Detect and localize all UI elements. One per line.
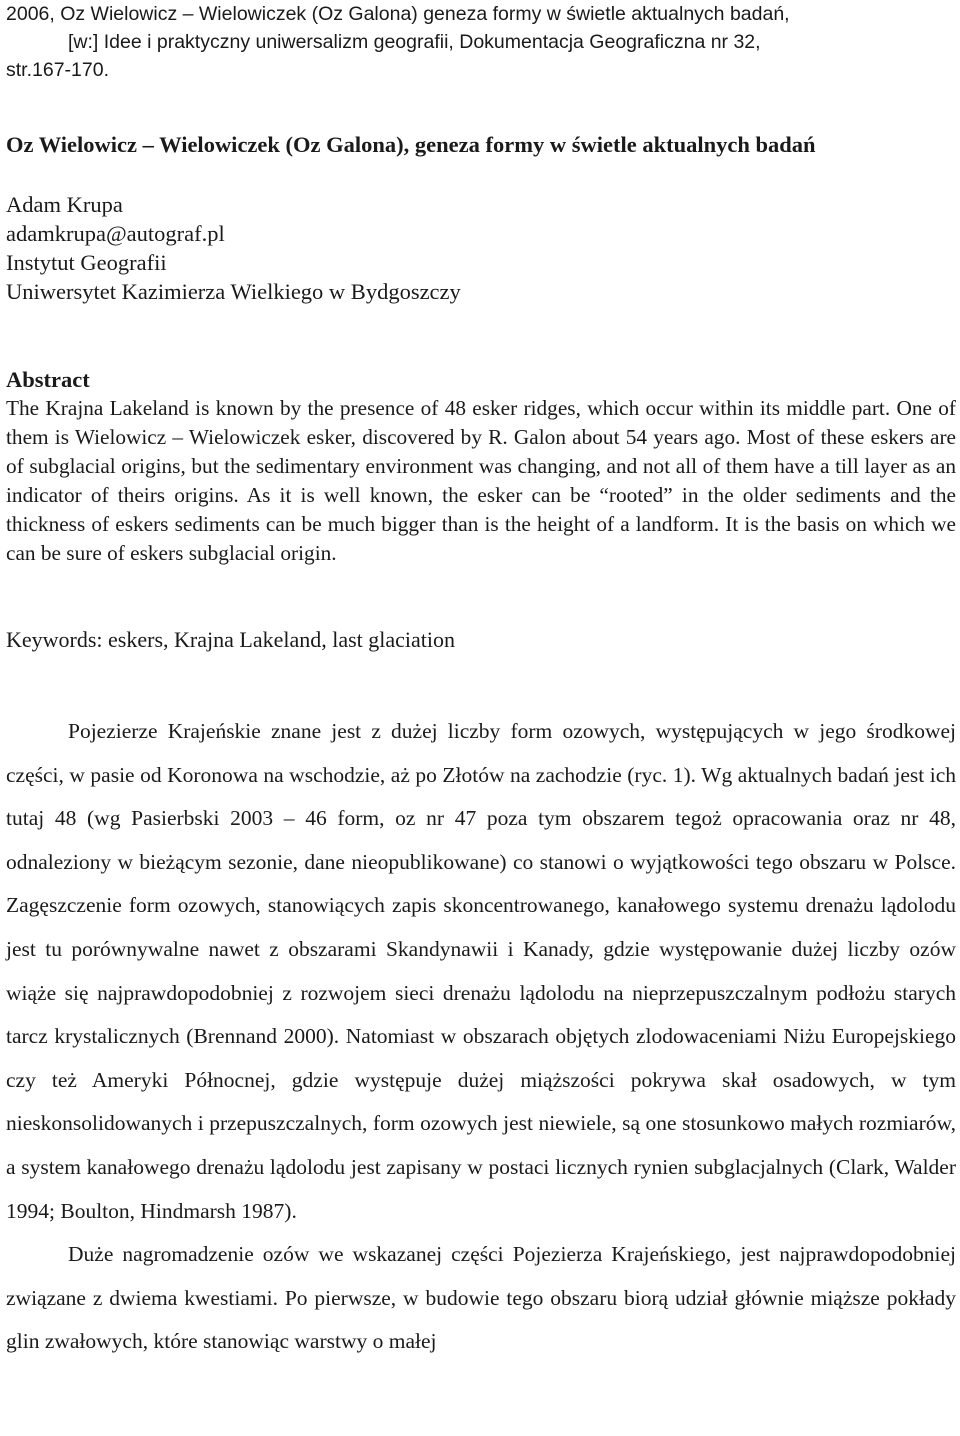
citation-line-2: [w:] Idee i praktyczny uniwersalizm geografii, Dokumentacja Geograficzna nr 32, <box>68 31 761 53</box>
body-text <box>6 710 956 1364</box>
body-paragraph-1: Pojezierze Krajeńskie znane jest z dużej liczby form ozowych, występujących w jego środkowej części, w pasie od Koronowa na wschodzie, aż po Złotów na zachodzie (ryc. 1). Wg aktualnych badań jest ich tutaj 48 (wg Pasierbski 2003 – 46 form, oz nr 47 poza tym obszarem tegoż opracowania oraz nr 48, odnaleziony w bieżącym sezonie, dane nieopublikowane) co stanowi o wyjątkowości tego obszaru w Polsce. Zagęszczenie form ozowych, stanowiących zapis skoncentrowanego, kanałowego systemu drenażu lądolodu jest tu porównywalne nawet z obszarami Skandynawii i Kanady, gdzie występowanie dużej liczby ozów wiąże się najprawdopodobniej z rozwojem sieci drenażu lądolodu na nieprzepuszczalnym podłożu starych tarcz krystalicznych (Brennand 2000). Natomiast w obszarach objętych zlodowaceniami Niżu Europejskiego czy też Ameryki Północnej, gdzie występuje dużej miąższości pokrywa skał osadowych, w tym nieskonsolidowanych i przepuszczalnych, form ozowych jest niewiele, są one stosunkowo małych rozmiarów, a system kanałowego drenażu lądolodu jest zapisany w postaci licznych rynien subglacjalnych (Clark, Walder 1994; Boulton, Hindmarsh 1987). <box>6 719 956 1223</box>
keywords: Keywords: eskers, Krajna Lakeland, last glaciation <box>6 627 456 652</box>
body-paragraph-2: Duże nagromadzenie ozów we wskazanej części Pojezierza Krajeńskiego, jest najprawdopodobniej związane z dwiema kwestiami. Po pierwsze, w budowie tego obszaru biorą udział głównie miąższe pokłady glin zwałowych, które stanowiąc warstwy o małej <box>6 1242 956 1354</box>
abstract-heading: Abstract <box>6 367 90 392</box>
abstract-text: The Krajna Lakeland is known by the presence of 48 esker ridges, which occur within its middle part. One of them is Wielowicz – Wielowiczek esker, discovered by R. Galon about 54 years ago. Most of these eskers are of subglacial origins, but the sedimentary environment was changing, and not all of them have a till layer as an indicator of theirs origins. As it is well known, the esker can be “rooted” in the older sediments and the thickness of eskers sediments can be much bigger than is the height of a landform. It is the basis on which we can be sure of eskers subglacial origin. <box>6 396 956 565</box>
citation-header <box>6 0 906 84</box>
citation-line-3: str.167-170. <box>6 59 109 81</box>
article-title: Oz Wielowicz – Wielowiczek (Oz Galona), geneza formy w świetle aktualnych badań <box>6 132 816 157</box>
author-university: Uniwersytet Kazimierza Wielkiego w Bydgoszczy <box>6 279 461 304</box>
author-institute: Instytut Geografii <box>6 250 167 275</box>
author-block <box>6 190 461 306</box>
author-name: Adam Krupa <box>6 192 123 217</box>
author-email: adamkrupa@autograf.pl <box>6 221 225 246</box>
citation-line-1: 2006, Oz Wielowicz – Wielowiczek (Oz Galona) geneza formy w świetle aktualnych badań, <box>6 3 790 25</box>
